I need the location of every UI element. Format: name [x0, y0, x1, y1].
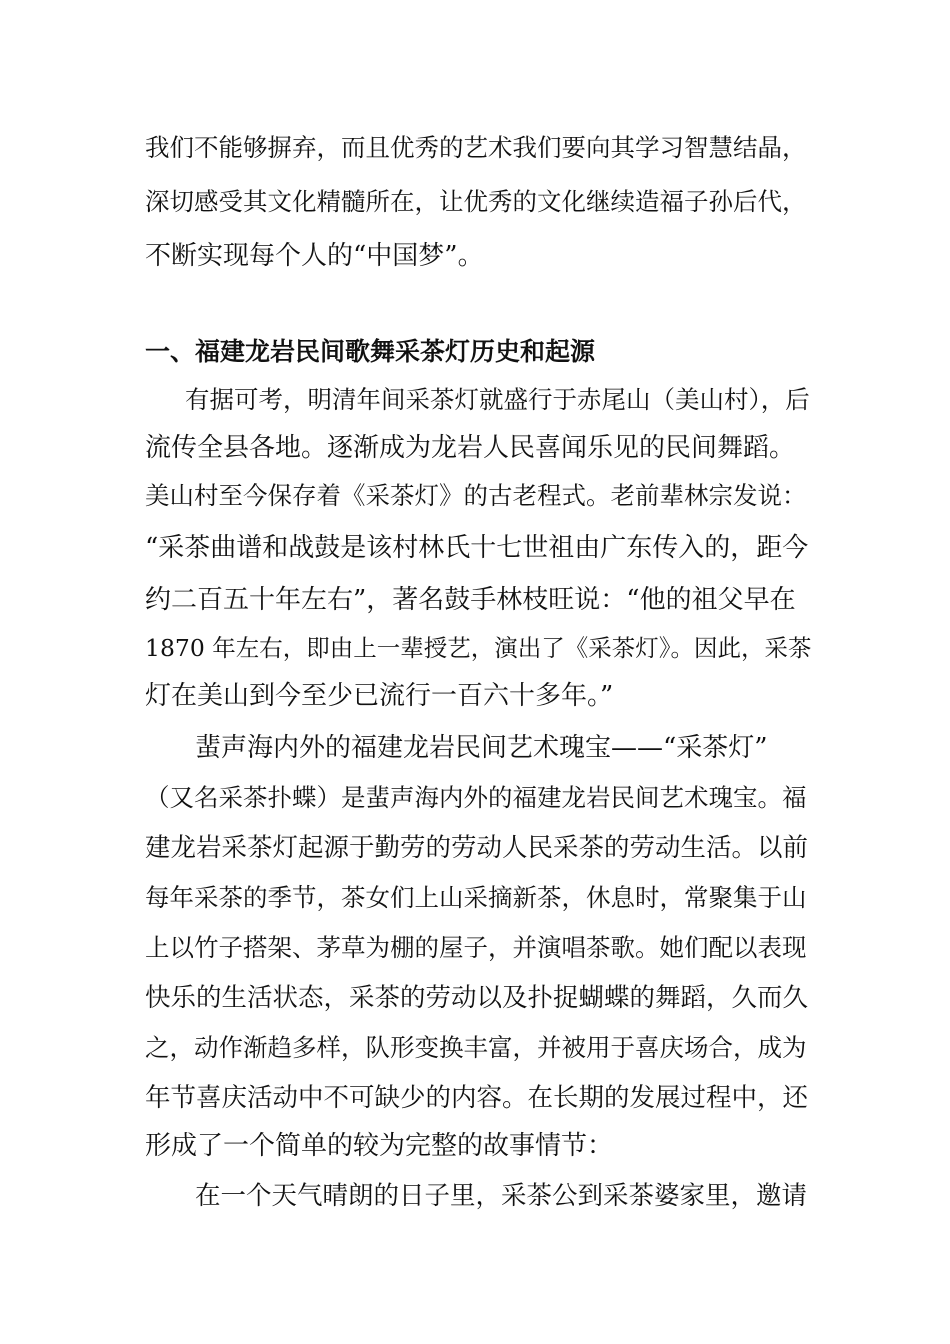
p1-line-4: “采茶曲谱和战鼓是该村林氏十七世祖由广东传入的，距今: [145, 533, 809, 563]
section-heading: 一、福建龙岩民间歌舞采茶灯历史和起源: [145, 337, 596, 366]
p2-line-6: 快乐的生活状态，采茶的劳动以及扑捉蝴蝶的舞蹈，久而久: [145, 983, 809, 1013]
intro-line-1: 我们不能够摒弃，而且优秀的艺术我们要向其学习智慧结晶，: [145, 133, 807, 162]
p2-line-1: 蜚声海内外的福建龙岩民间艺术瑰宝——“采茶灯”: [195, 733, 768, 763]
intro-line-3: 不断实现每个人的“中国梦”。: [145, 241, 484, 271]
p2-line-9: 形成了一个简单的较为完整的故事情节：: [145, 1131, 614, 1161]
p2-line-4: 每年采茶的季节，茶女们上山采摘新茶，休息时，常聚集于山: [145, 883, 807, 912]
p2-line-5: 上以竹子搭架、茅草为棚的屋子，并演唱茶歌。她们配以表现: [145, 933, 807, 962]
p1-line-7: 灯在美山到今至少已流行一百六十多年。”: [145, 681, 614, 711]
p2-line-8: 年节喜庆活动中不可缺少的内容。在长期的发展过程中，还: [145, 1083, 809, 1113]
p1-line-2: 流传全县各地。逐渐成为龙岩人民喜闻乐见的民间舞蹈。: [145, 433, 796, 463]
p2-line-7: 之，动作渐趋多样，队形变换丰富，并被用于喜庆场合，成为: [145, 1033, 807, 1062]
p1-line-6: 1870 年左右，即由上一辈授艺，演出了《采茶灯》。因此，采茶: [145, 634, 812, 662]
p2-line-3: 建龙岩采茶灯起源于勤劳的劳动人民采茶的劳动生活。以前: [145, 833, 809, 863]
p1-line-3: 美山村至今保存着《采茶灯》的古老程式。老前辈林宗发说：: [145, 481, 807, 510]
p1-line-5: 约二百五十年左右”，著名鼓手林枝旺说：“他的祖父早在: [145, 585, 796, 615]
p3-line-1: 在一个天气晴朗的日子里，采茶公到采茶婆家里，邀请: [195, 1181, 808, 1211]
p1-line-1: 有据可考，明清年间采茶灯就盛行于赤尾山（美山村），后: [185, 385, 810, 414]
p2-line-2: （又名采茶扑蝶）是蜚声海内外的福建龙岩民间艺术瑰宝。福: [145, 783, 807, 812]
intro-line-2: 深切感受其文化精髓所在，让优秀的文化继续造福子孙后代，: [145, 187, 807, 216]
